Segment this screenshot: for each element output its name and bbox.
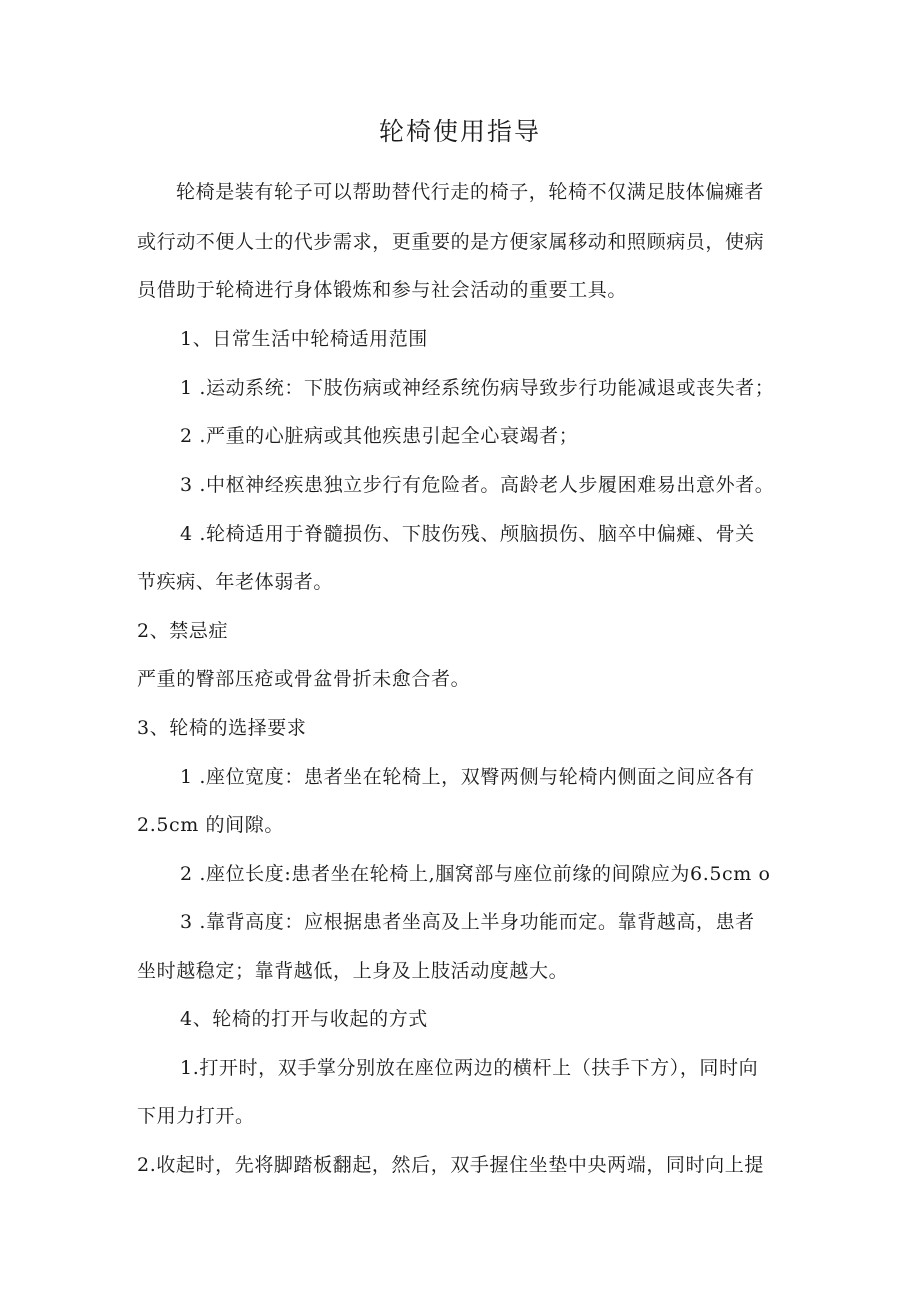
section3-item-1-cont: 2.5cm 的间隙。 xyxy=(137,814,284,836)
section3-heading: 3、轮椅的选择要求 xyxy=(137,717,307,739)
section3-item-1: 1 .座位宽度：患者坐在轮椅上，双臀两侧与轮椅内侧面之间应各有 xyxy=(180,766,755,788)
section4-heading: 4、轮椅的打开与收起的方式 xyxy=(180,1008,428,1030)
section1-item-3: 3 .中枢神经疾患独立步行有危险者。高龄老人步履困难易出意外者。 xyxy=(180,474,775,496)
section4-item-1-cont: 下用力打开。 xyxy=(137,1105,255,1127)
document-title: 轮椅使用指导 xyxy=(378,117,541,146)
section1-item-4-cont: 节疾病、年老体弱者。 xyxy=(137,571,334,593)
intro-line-1: 轮椅是装有轮子可以帮助替代行走的椅子，轮椅不仅满足肢体偏瘫者 xyxy=(176,181,765,203)
intro-line-2: 或行动不便人士的代步需求，更重要的是方便家属移动和照顾病员，使病 xyxy=(137,231,765,253)
section1-item-2: 2 .严重的心脏病或其他疾患引起全心衰竭者； xyxy=(180,425,579,447)
section1-item-4: 4 .轮椅适用于脊髓损伤、下肢伤残、颅脑损伤、脑卒中偏瘫、骨关 xyxy=(180,523,755,545)
section3-item-3: 3 .靠背高度：应根据患者坐高及上半身功能而定。靠背越高，患者 xyxy=(180,911,755,933)
section4-item-1: 1.打开时，双手掌分别放在座位两边的横杆上（扶手下方），同时向 xyxy=(180,1057,759,1079)
section4-item-2: 2.收起时，先将脚踏板翻起，然后，双手握住坐垫中央两端，同时向上提 xyxy=(137,1154,764,1176)
intro-line-3: 员借助于轮椅进行身体锻炼和参与社会活动的重要工具。 xyxy=(137,279,628,301)
section3-item-3-cont: 坐时越稳定；靠背越低，上身及上肢活动度越大。 xyxy=(137,960,569,982)
section1-item-1: 1 .运动系统：下肢伤病或神经系统伤病导致步行功能减退或丧失者； xyxy=(180,377,775,399)
section3-item-2: 2 .座位长度:患者坐在轮椅上,腘窝部与座位前缘的间隙应为6.5cm o xyxy=(180,863,771,885)
section2-body: 严重的臀部压疮或骨盆骨折未愈合者。 xyxy=(137,668,471,690)
section1-heading: 1、日常生活中轮椅适用范围 xyxy=(180,328,428,350)
section2-heading: 2、禁忌症 xyxy=(137,620,229,642)
